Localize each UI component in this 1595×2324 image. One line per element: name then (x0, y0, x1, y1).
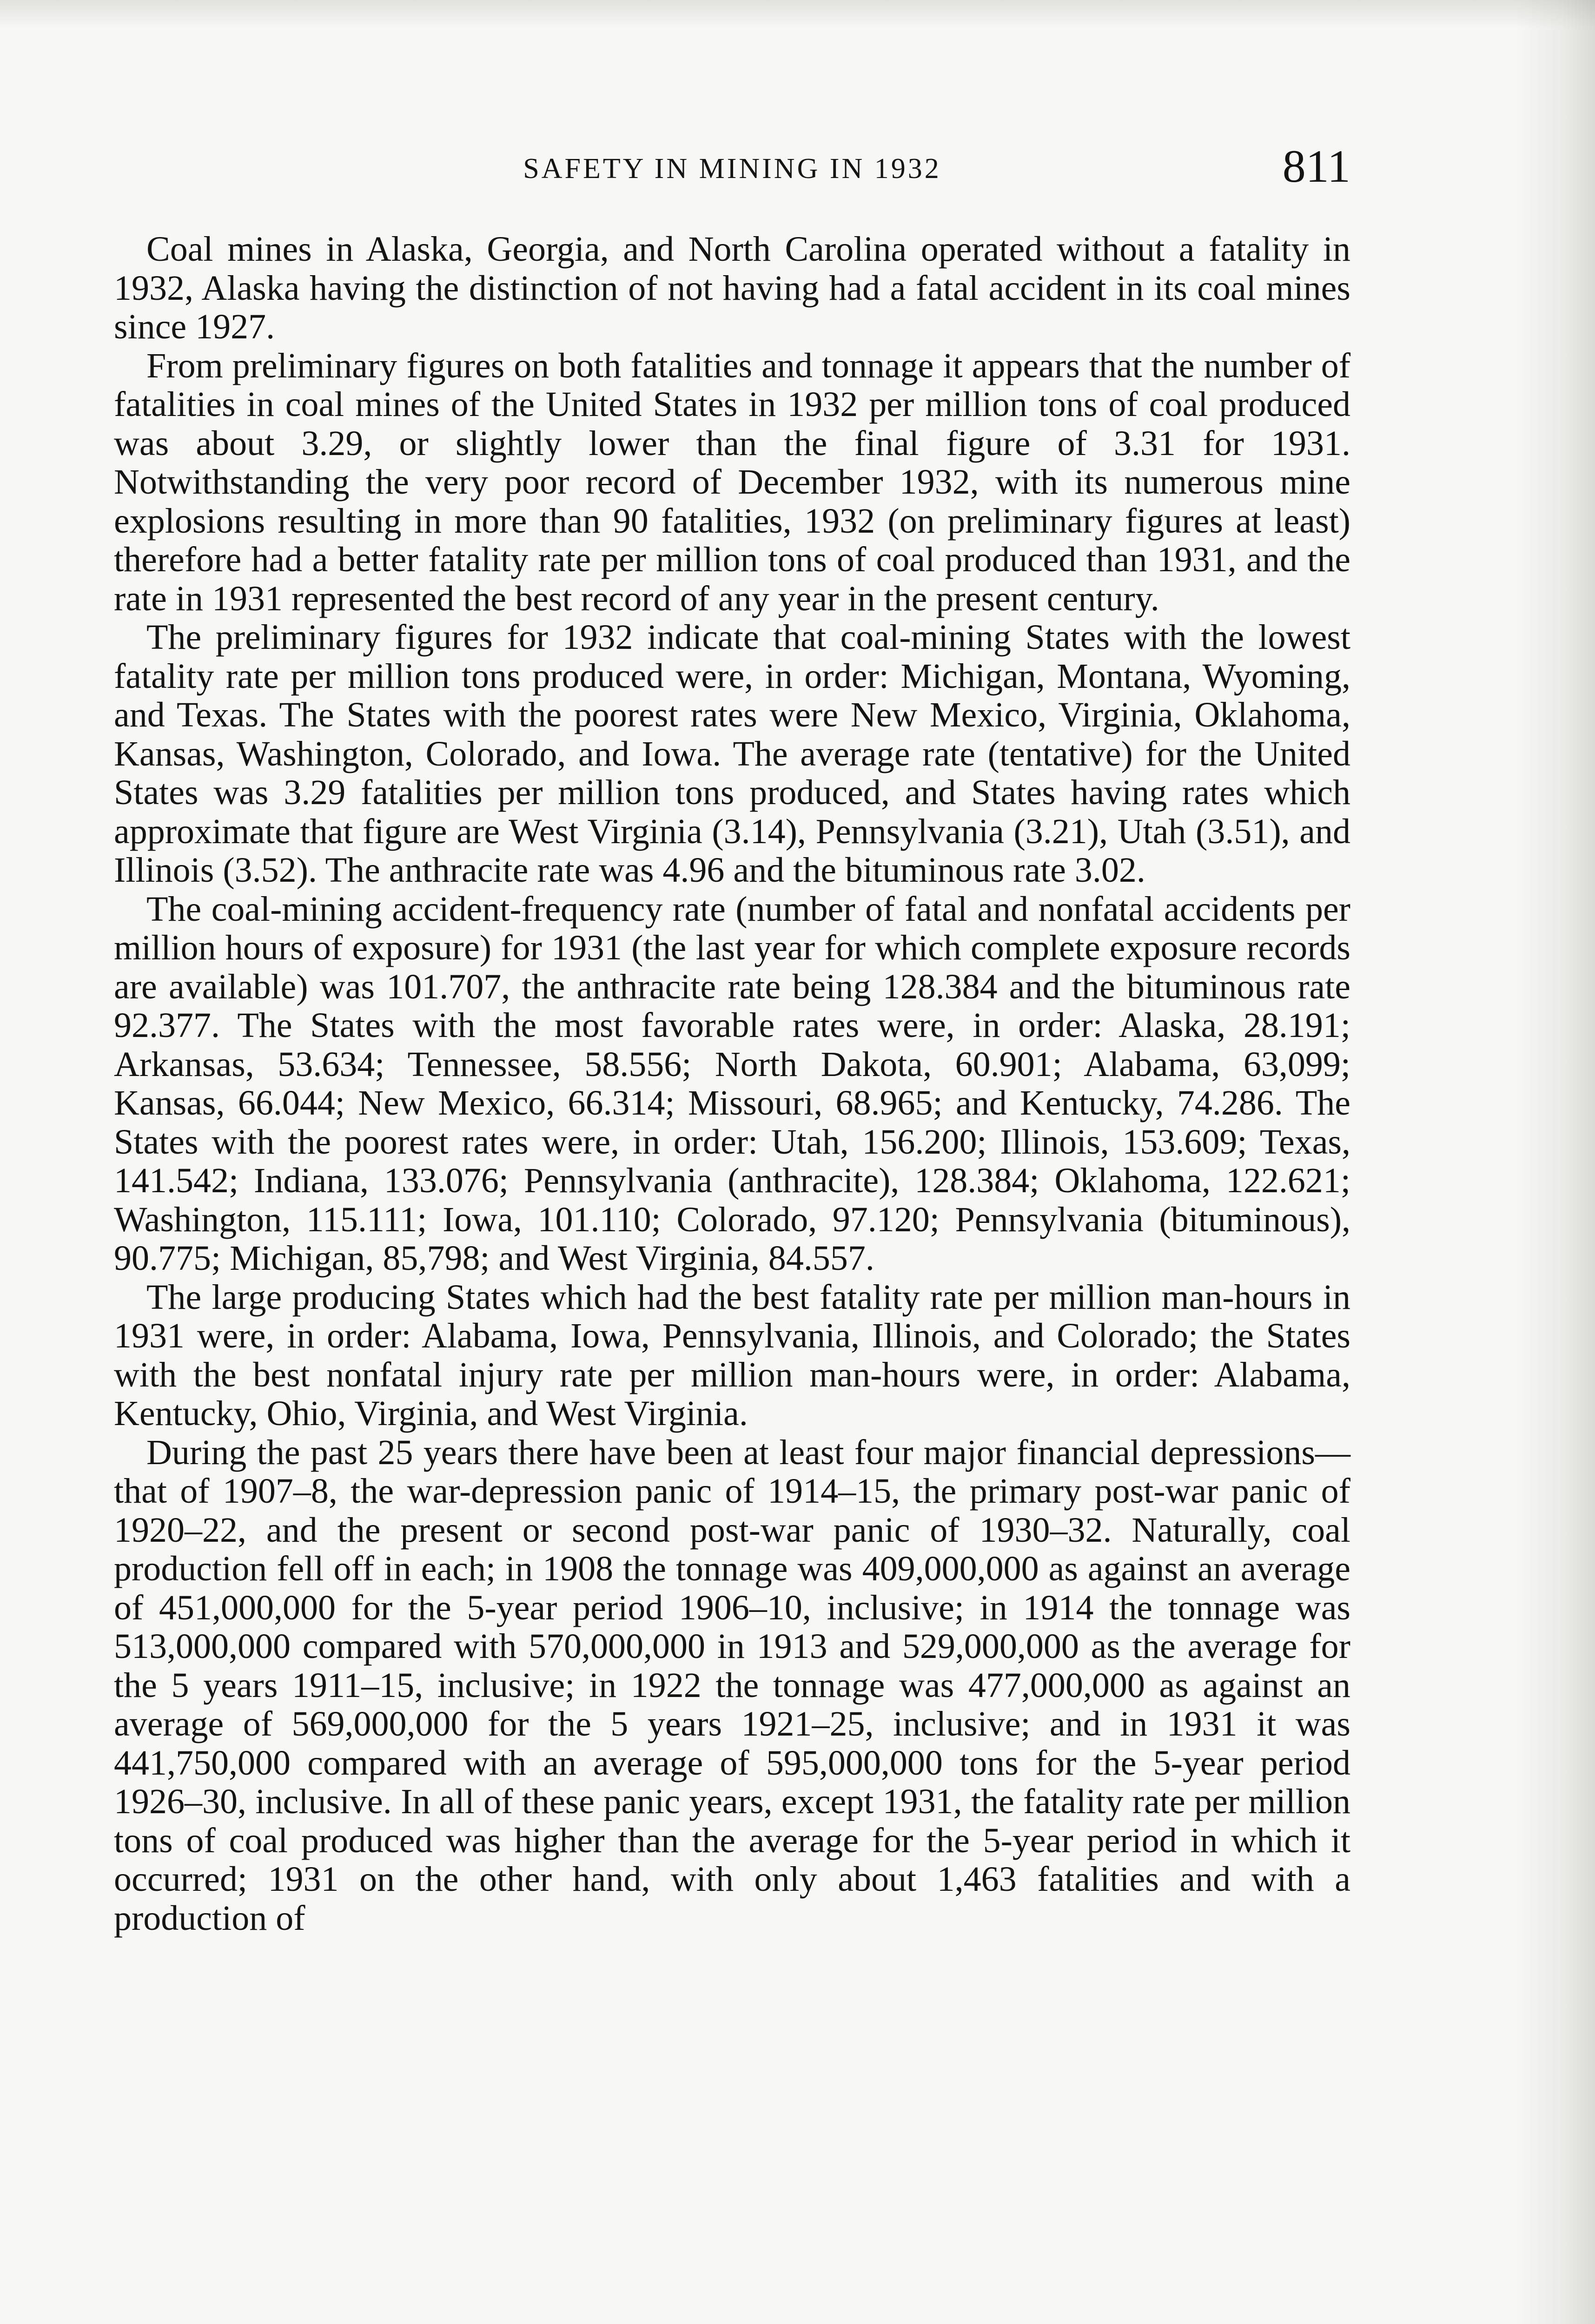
scan-shadow-right (1516, 0, 1595, 2324)
scan-shadow-top (0, 0, 1595, 28)
paragraph-accident-frequency-1931: The coal-mining accident-frequency rate (number of fatal and nonfatal accidents per million hours of exposure) for 1931 (the last year for which complete exposure records are available) was 101.707, the anthracite rate being 128.384 and the bituminous rate 92.377. The States with the most favorable rates were, in order: Alaska, 28.191; Arkansas, 53.634; Tennessee, 58.556; North Dakota, 60.901; Alabama, 63,099; Kansas, 66.044; New Mexico, 66.314; Missouri, 68.965; and Kentucky, 74.286. The States with the poorest rates were, in order: Utah, 156.200; Illinois, 153.609; Texas, 141.542; Indiana, 133.076; Pennsylvania (anthracite), 128.384; Oklahoma, 122.621; Washington, 115.111; Iowa, 101.110; Colorado, 97.120; Pennsylvania (bituminous), 90.775; Michigan, 85,798; and West Virginia, 84.557. (114, 889, 1350, 1278)
running-title: SAFETY IN MINING IN 1932 (523, 153, 941, 185)
page-number: 811 (1282, 140, 1350, 192)
paragraph-state-rates-1932: The preliminary figures for 1932 indicate that coal-mining States with the lowest fatality rate per million tons produced were, in order: Michigan, Montana, Wyoming, and Texas. The States with the poorest rates were New Mexico, Virginia, Oklahoma, Kansas, Washington, Colorado, and Iowa. The average rate (tentative) for the United States was 3.29 fatalities per million tons produced, and States having rates which approximate that figure are West Virginia (3.14), Pennsylvania (3.21), Utah (3.51), and Illinois (3.52). The anthracite rate was 4.96 and the bituminous rate 3.02. (114, 618, 1350, 890)
paragraph-alaska-georgia: Coal mines in Alaska, Georgia, and North Carolina operated without a fatality in 1932, Alaska having the distinction of not having had a fatal accident in its coal mines since 1927. (114, 230, 1350, 346)
paragraph-financial-depressions: During the past 25 years there have been at least four major financial depressions—that of 1907–8, the war-depression panic of 1914–15, the primary post-war panic of 1920–22, and the present or second post-war panic of 1930–32. Naturally, coal production fell off in each; in 1908 the tonnage was 409,000,000 as against an average of 451,000,000 for the 5-year period 1906–10, inclusive; in 1914 the tonnage was 513,000,000 compared with 570,000,000 in 1913 and 529,000,000 as the average for the 5 years 1911–15, inclusive; in 1922 the tonnage was 477,000,000 as against an average of 569,000,000 for the 5 years 1921–25, inclusive; and in 1931 it was 441,750,000 compared with an average of 595,000,000 tons for the 5-year period 1926–30, inclusive. In all of these panic years, except 1931, the fatality rate per million tons of coal produced was higher than the average for the 5-year period in which it occurred; 1931 on the other hand, with only about 1,463 fatalities and with a production of (114, 1433, 1350, 1938)
body-text (114, 230, 1350, 1938)
running-head (114, 139, 1350, 195)
paragraph-large-producing-states: The large producing States which had the best fatality rate per million man-hours in 1931 were, in order: Alabama, Iowa, Pennsylvania, Illinois, and Colorado; the States with the best nonfatal injury rate per million man-hours were, in order: Alabama, Kentucky, Ohio, Virginia, and West Virginia. (114, 1277, 1350, 1433)
paragraph-preliminary-figures: From preliminary figures on both fatalities and tonnage it appears that the number of fatalities in coal mines of the United States in 1932 per million tons of coal produced was about 3.29, or slightly lower than the final figure of 3.31 for 1931. Notwithstanding the very poor record of December 1932, with its numerous mine explosions resulting in more than 90 fatalities, 1932 (on preliminary figures at least) therefore had a better fatality rate per million tons of coal produced than 1931, and the rate in 1931 represented the best record of any year in the present century. (114, 346, 1350, 618)
